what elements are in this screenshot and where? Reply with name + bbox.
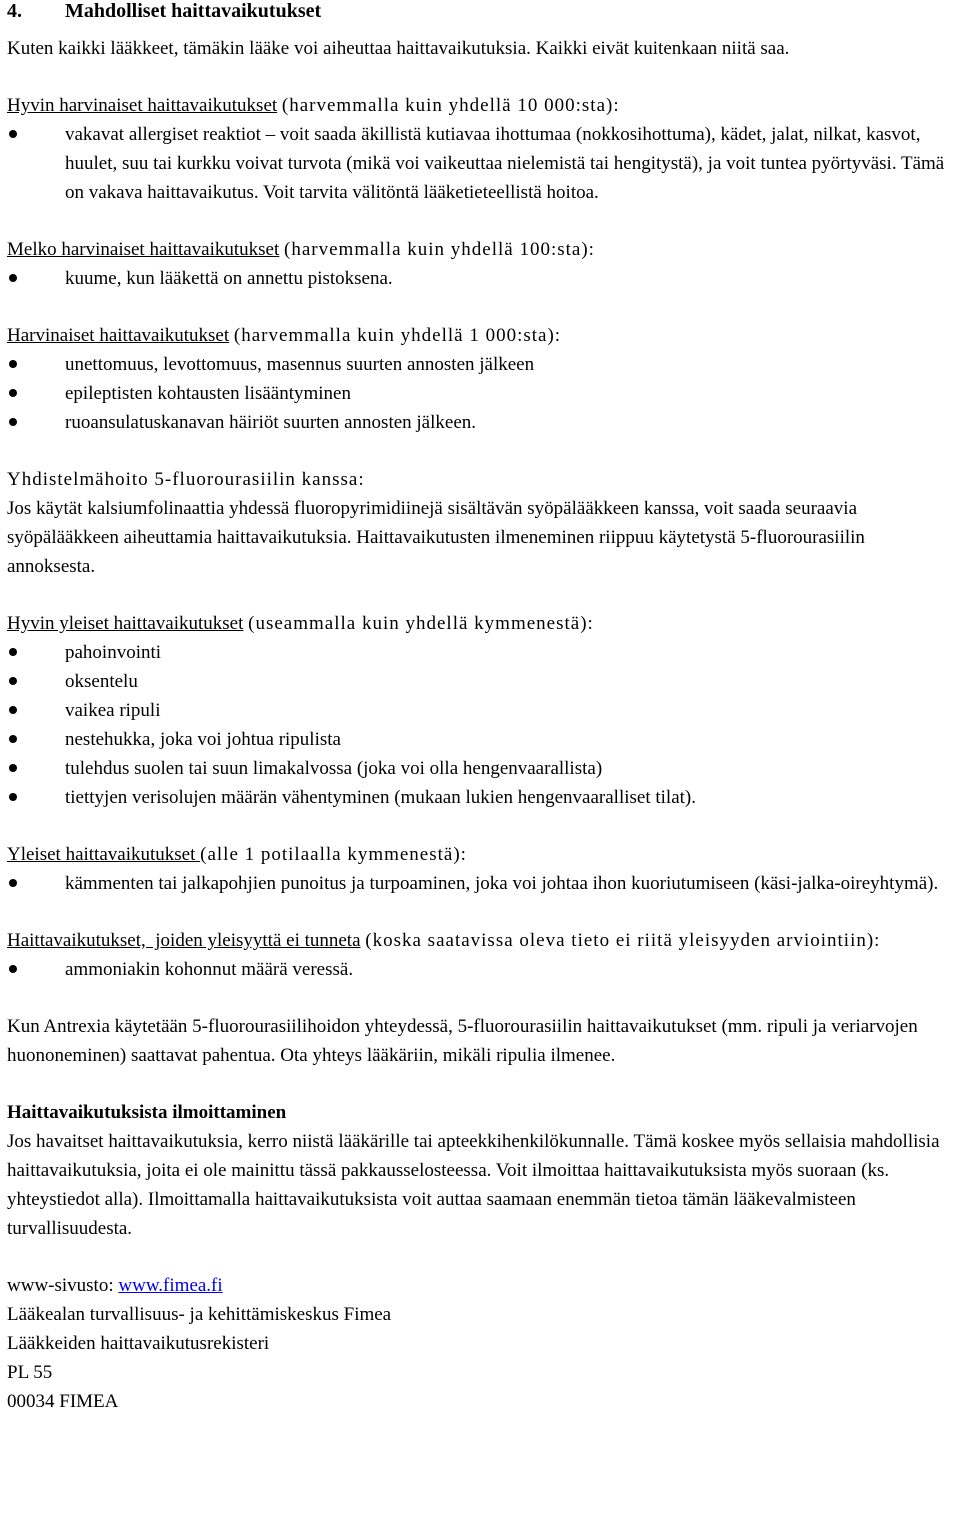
leaflet-page xyxy=(7,0,957,1416)
combination-text: Jos käytät kalsiumfolinaattia yhdessä fluoropyrimidiinejä sisältävän syöpälääkkeen kanssa, voit saada seuraavia syöpälääkkeen aiheuttamia haittavaikutuksia. Haittavaikutusten ilmeneminen riippuu käytetystä 5-fluorourasiilin annoksesta. xyxy=(7,498,865,577)
unknown-heading: Haittavaikutukset, joiden yleisyyttä ei tunneta (koska saatavissa oleva tieto ei riitä yleisyyden arviointiin): xyxy=(7,930,881,951)
uncommon-heading: Melko harvinaiset haittavaikutukset (harvemmalla kuin yhdellä 100:sta): xyxy=(7,239,595,260)
contact-line: 00034 FIMEA xyxy=(7,1391,119,1412)
list-item: ruoansulatuskanavan häiriöt suurten annosten jälkeen. xyxy=(7,408,957,437)
combination-heading: Yhdistelmähoito 5-fluorourasiilin kanssa: xyxy=(7,469,365,490)
list-item: tulehdus suolen tai suun limakalvossa (joka voi olla hengenvaarallista) xyxy=(7,754,957,783)
reporting-heading: Haittavaikutuksista ilmoittaminen xyxy=(7,1102,287,1123)
section-title: Mahdolliset haittavaikutukset xyxy=(65,0,322,22)
unknown-list xyxy=(7,955,957,984)
section-number: 4. xyxy=(7,0,22,22)
very-rare-heading: Hyvin harvinaiset haittavaikutukset (harvemmalla kuin yhdellä 10 000:sta): xyxy=(7,95,620,116)
list-item: ammoniakin kohonnut määrä veressä. xyxy=(7,955,957,984)
fimea-link[interactable]: www.fimea.fi xyxy=(118,1275,223,1296)
common-list xyxy=(7,869,957,898)
reporting-text: Jos havaitset haittavaikutuksia, kerro niistä lääkärille tai apteekkihenkilökunnalle. Tämä koskee myös sellaisia mahdollisia haittavaikutuksia, joita ei ole mainittu tässä pakkausselosteessa. Voit ilmoittaa haittavaikutuksista myös suoraan (ks. yhteystiedot alla). Ilmoittamalla haittavaikutuksista voit auttaa saamaan enemmän tietoa tämän lääkevalmisteen turvallisuudesta. xyxy=(7,1131,940,1239)
intro-text: Kuten kaikki lääkkeet, tämäkin lääke voi aiheuttaa haittavaikutuksia. Kaikki eivät kuitenkaan niitä saa. xyxy=(7,38,790,59)
list-item: tiettyjen verisolujen määrän vähentyminen (mukaan lukien hengenvaaralliset tilat). xyxy=(7,783,957,812)
list-item: oksentelu xyxy=(7,667,957,696)
list-item: unettomuus, levottomuus, masennus suurten annosten jälkeen xyxy=(7,350,957,379)
list-item: nestehukka, joka voi johtua ripulista xyxy=(7,725,957,754)
contact-line: Lääkkeiden haittavaikutusrekisteri xyxy=(7,1333,270,1354)
very-common-list xyxy=(7,638,957,812)
common-heading: Yleiset haittavaikutukset (alle 1 potilaalla kymmenestä): xyxy=(7,844,467,865)
list-item: kuume, kun lääkettä on annettu pistoksena. xyxy=(7,264,957,293)
list-item: epileptisten kohtausten lisääntyminen xyxy=(7,379,957,408)
contact-line: PL 55 xyxy=(7,1362,53,1383)
very-rare-list xyxy=(7,120,957,207)
list-item: vakavat allergiset reaktiot – voit saada äkillistä kutiavaa ihottumaa (nokkosihottuma), kädet, jalat, nilkat, kasvot, huulet, suu tai kurkku voivat turvota (mikä voi vaikeuttaa nielemistä tai hengitystä), ja voit tuntea pyörtyväsi. Tämä on vakava haittavaikutus. Voit tarvita välitöntä lääketieteellistä hoitoa. xyxy=(7,120,957,207)
very-common-heading: Hyvin yleiset haittavaikutukset (useammalla kuin yhdellä kymmenestä): xyxy=(7,613,594,634)
rare-heading: Harvinaiset haittavaikutukset (harvemmalla kuin yhdellä 1 000:sta): xyxy=(7,325,562,346)
antrexia-note: Kun Antrexia käytetään 5-fluorourasiilihoidon yhteydessä, 5-fluorourasiilin haittavaikutukset (mm. ripuli ja veriarvojen huononeminen) saattavat pahentua. Ota yhteys lääkäriin, mikäli ripulia ilmenee. xyxy=(7,1016,918,1066)
uncommon-list xyxy=(7,264,957,293)
website-line: www-sivusto: www.fimea.fi xyxy=(7,1275,223,1296)
list-item: kämmenten tai jalkapohjien punoitus ja turpoaminen, joka voi johtaa ihon kuoriutumiseen (käsi-jalka-oireyhtymä). xyxy=(7,869,957,898)
list-item: pahoinvointi xyxy=(7,638,957,667)
list-item: vaikea ripuli xyxy=(7,696,957,725)
rare-list xyxy=(7,350,957,437)
section-heading xyxy=(7,0,957,26)
contact-line: Lääkealan turvallisuus- ja kehittämiskeskus Fimea xyxy=(7,1304,392,1325)
